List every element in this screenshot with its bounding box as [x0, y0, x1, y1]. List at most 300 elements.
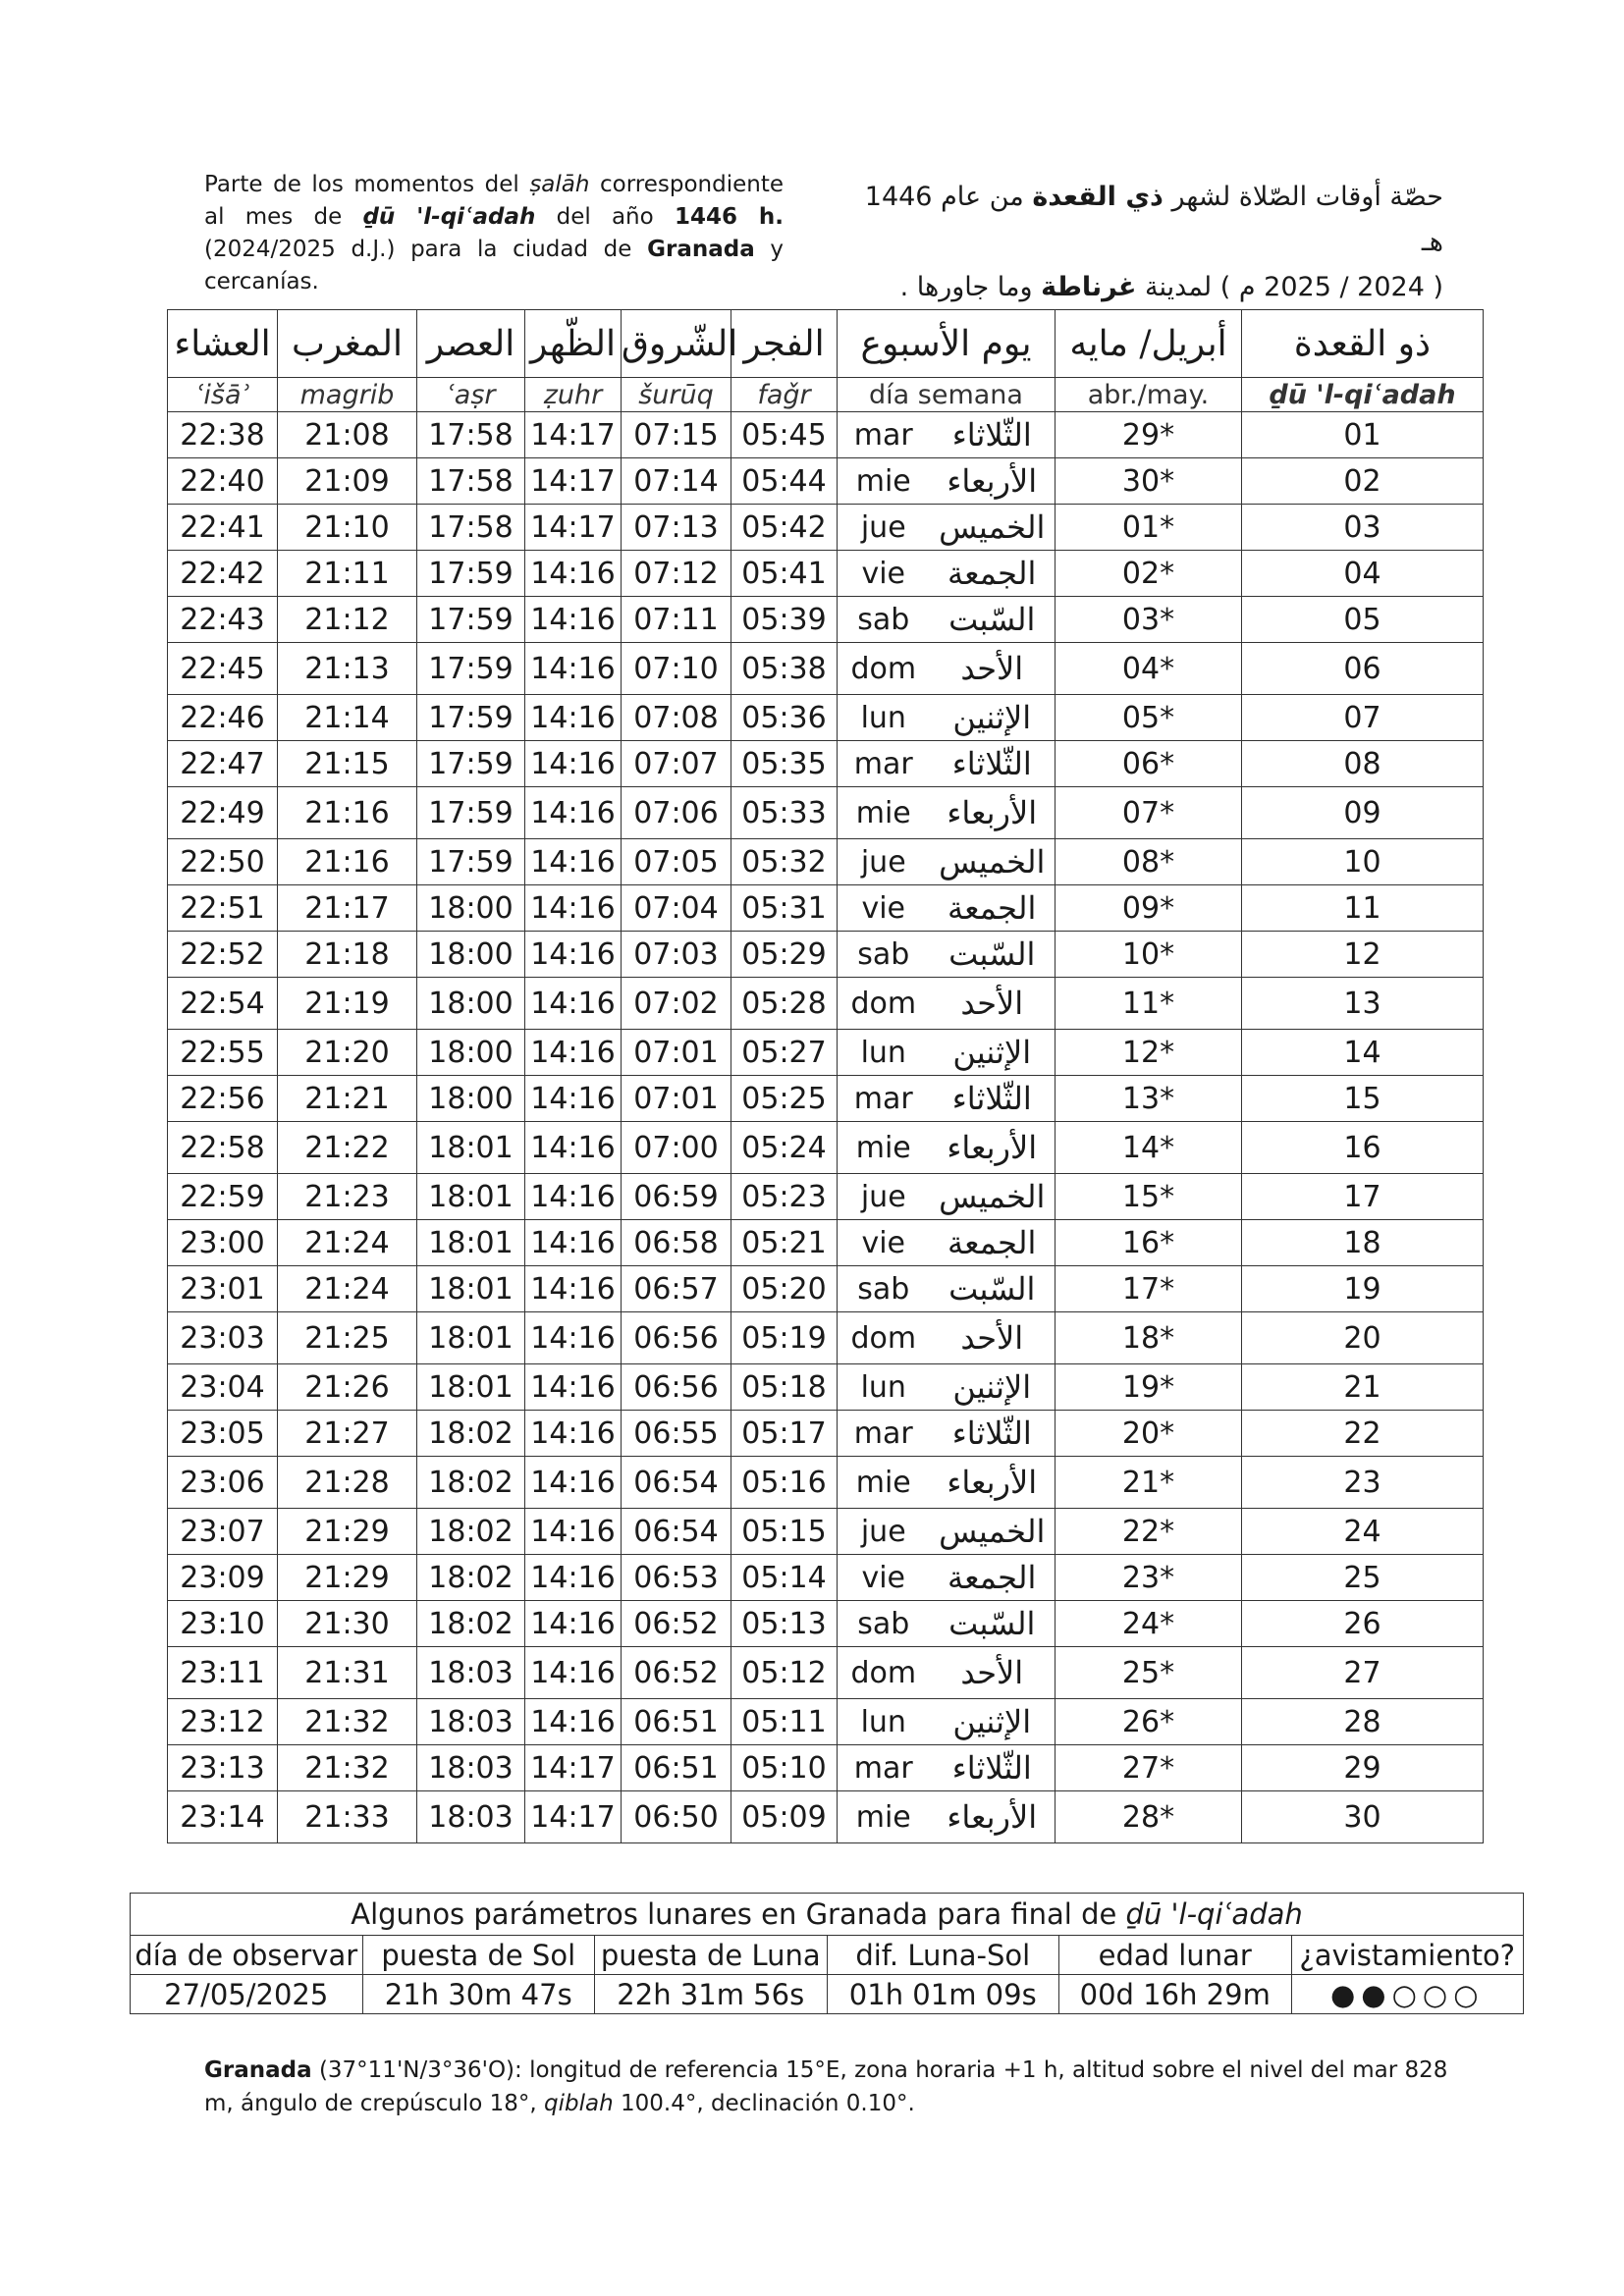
weekday-ar: الثّلاثاء [930, 1076, 1056, 1122]
asr-time: 18:01 [417, 1312, 525, 1364]
weekday-ar: الأربعاء [930, 1122, 1056, 1174]
weekday: vie [838, 551, 930, 597]
header-hijri-ar: ذو القعدة [1242, 310, 1484, 378]
table-row [168, 885, 1484, 932]
weekday: vie [838, 885, 930, 932]
table-row [168, 643, 1484, 695]
fajr-time: 05:24 [731, 1122, 838, 1174]
dhuhr-time: 14:17 [525, 505, 622, 551]
weekday: mar [838, 741, 930, 787]
intro-text: y cercanías. [204, 237, 784, 294]
maghrib-time: 21:13 [278, 643, 417, 695]
maghrib-time: 21:08 [278, 412, 417, 458]
weekday: dom [838, 978, 930, 1030]
fajr-time: 05:13 [731, 1601, 838, 1647]
asr-time: 17:58 [417, 458, 525, 505]
hijri-day: 02 [1242, 458, 1484, 505]
asr-time: 17:59 [417, 787, 525, 839]
shuruq-time: 06:51 [622, 1699, 731, 1745]
maghrib-time: 21:09 [278, 458, 417, 505]
weekday-ar: الثّلاثاء [930, 412, 1056, 458]
maghrib-time: 21:30 [278, 1601, 417, 1647]
weekday-ar: الإثنين [930, 1699, 1056, 1745]
asr-time: 18:01 [417, 1220, 525, 1266]
table-row [168, 1312, 1484, 1364]
isha-time: 23:14 [168, 1791, 278, 1843]
table-row [168, 932, 1484, 978]
fajr-time: 05:25 [731, 1076, 838, 1122]
fajr-time: 05:44 [731, 458, 838, 505]
hijri-day: 23 [1242, 1457, 1484, 1509]
isha-time: 22:49 [168, 787, 278, 839]
table-row [168, 741, 1484, 787]
weekday-ar: الثّلاثاء [930, 1745, 1056, 1791]
hijri-day: 11 [1242, 885, 1484, 932]
month-name: ḏū 'l-qiʿadah [362, 204, 536, 230]
dhuhr-time: 14:16 [525, 1266, 622, 1312]
asr-time: 18:02 [417, 1555, 525, 1601]
gregorian-day: 24* [1056, 1601, 1242, 1647]
shuruq-time: 07:08 [622, 695, 731, 741]
hijri-day: 19 [1242, 1266, 1484, 1312]
dhuhr-time: 14:16 [525, 643, 622, 695]
intro-text: correspondiente al mes de [204, 172, 784, 230]
asr-time: 17:59 [417, 643, 525, 695]
maghrib-time: 21:29 [278, 1509, 417, 1555]
dhuhr-time: 14:17 [525, 412, 622, 458]
isha-time: 22:52 [168, 932, 278, 978]
asr-time: 18:00 [417, 885, 525, 932]
isha-time: 22:54 [168, 978, 278, 1030]
weekday-ar: الخميس [930, 1509, 1056, 1555]
gregorian-day: 03* [1056, 597, 1242, 643]
asr-time: 18:01 [417, 1266, 525, 1312]
table-row [168, 1364, 1484, 1411]
table-row [168, 1030, 1484, 1076]
intro-text-ar: حصّة أوقات الصّلاة لشهر [1171, 182, 1443, 212]
weekday: sab [838, 1266, 930, 1312]
asr-time: 18:03 [417, 1745, 525, 1791]
header-row-transliteration [168, 378, 1484, 412]
weekday-ar: الخميس [930, 505, 1056, 551]
isha-time: 23:12 [168, 1699, 278, 1745]
header-shuruq: šurūq [622, 378, 731, 412]
hijri-day: 14 [1242, 1030, 1484, 1076]
fajr-time: 05:29 [731, 932, 838, 978]
gregorian-day: 13* [1056, 1076, 1242, 1122]
shuruq-time: 06:55 [622, 1411, 731, 1457]
asr-time: 18:00 [417, 932, 525, 978]
footnote-city: Granada [204, 2057, 312, 2083]
weekday-ar: السّبت [930, 597, 1056, 643]
table-row [168, 412, 1484, 458]
isha-time: 22:43 [168, 597, 278, 643]
fajr-time: 05:31 [731, 885, 838, 932]
location-footnote [204, 2054, 1471, 2120]
fajr-time: 05:23 [731, 1174, 838, 1220]
isha-time: 22:58 [168, 1122, 278, 1174]
maghrib-time: 21:21 [278, 1076, 417, 1122]
maghrib-time: 21:18 [278, 932, 417, 978]
shuruq-time: 07:01 [622, 1030, 731, 1076]
asr-time: 18:01 [417, 1174, 525, 1220]
shuruq-time: 07:05 [622, 839, 731, 885]
gregorian-day: 12* [1056, 1030, 1242, 1076]
isha-time: 22:45 [168, 643, 278, 695]
gregorian-day: 26* [1056, 1699, 1242, 1745]
maghrib-time: 21:17 [278, 885, 417, 932]
maghrib-time: 21:32 [278, 1699, 417, 1745]
weekday: mie [838, 1122, 930, 1174]
header-dhuhr: ẓuhr [525, 378, 622, 412]
asr-time: 17:59 [417, 597, 525, 643]
weekday-ar: الإثنين [930, 1364, 1056, 1411]
table-row [168, 787, 1484, 839]
weekday-ar: الثّلاثاء [930, 741, 1056, 787]
asr-time: 18:01 [417, 1122, 525, 1174]
dhuhr-time: 14:16 [525, 1411, 622, 1457]
shuruq-time: 06:57 [622, 1266, 731, 1312]
table-row [168, 1076, 1484, 1122]
weekday-ar: الجمعة [930, 551, 1056, 597]
lunar-month: ḏū 'l-qiʿadah [1125, 1897, 1303, 1931]
hijri-day: 13 [1242, 978, 1484, 1030]
weekday: jue [838, 1509, 930, 1555]
gregorian-day: 14* [1056, 1122, 1242, 1174]
gregorian-day: 17* [1056, 1266, 1242, 1312]
intro-text-ar: وما جاورها . [899, 272, 1033, 302]
shuruq-time: 06:52 [622, 1647, 731, 1699]
intro-text: del año [556, 204, 654, 230]
hijri-day: 17 [1242, 1174, 1484, 1220]
gregorian-day: 02* [1056, 551, 1242, 597]
lunar-age: 00d 16h 29m [1059, 1975, 1292, 2014]
asr-time: 17:58 [417, 505, 525, 551]
prayer-table-body [168, 412, 1484, 1843]
table-row [168, 1601, 1484, 1647]
dhuhr-time: 14:16 [525, 1364, 622, 1411]
city-name-ar: غرناطة [1041, 272, 1137, 302]
isha-time: 23:05 [168, 1411, 278, 1457]
isha-time: 23:07 [168, 1509, 278, 1555]
weekday: sab [838, 932, 930, 978]
hijri-day: 09 [1242, 787, 1484, 839]
table-row [168, 505, 1484, 551]
footnote-text: 100.4°, declinación 0.10°. [620, 2091, 915, 2116]
shuruq-time: 06:51 [622, 1745, 731, 1791]
isha-time: 22:46 [168, 695, 278, 741]
isha-time: 23:10 [168, 1601, 278, 1647]
asr-time: 18:02 [417, 1457, 525, 1509]
isha-time: 23:03 [168, 1312, 278, 1364]
maghrib-time: 21:32 [278, 1745, 417, 1791]
isha-time: 22:38 [168, 412, 278, 458]
header-asr: ʿaṣr [417, 378, 525, 412]
header-dhuhr-ar: الظّهر [525, 310, 622, 378]
lunar-header-cell: día de observar [131, 1936, 363, 1975]
table-row [168, 695, 1484, 741]
shuruq-time: 06:59 [622, 1174, 731, 1220]
dhuhr-time: 14:16 [525, 839, 622, 885]
gregorian-day: 16* [1056, 1220, 1242, 1266]
gregorian-day: 08* [1056, 839, 1242, 885]
fajr-time: 05:17 [731, 1411, 838, 1457]
intro-text-ar: ( 2024 / 2025 م ) لمدينة [1145, 272, 1443, 302]
weekday: mie [838, 787, 930, 839]
isha-time: 23:09 [168, 1555, 278, 1601]
gregorian-day: 18* [1056, 1312, 1242, 1364]
fajr-time: 05:41 [731, 551, 838, 597]
isha-time: 22:40 [168, 458, 278, 505]
hijri-day: 04 [1242, 551, 1484, 597]
city-name: Granada [647, 237, 755, 262]
shuruq-time: 06:53 [622, 1555, 731, 1601]
weekday: jue [838, 1174, 930, 1220]
shuruq-time: 06:56 [622, 1312, 731, 1364]
gregorian-day: 27* [1056, 1745, 1242, 1791]
weekday: lun [838, 1030, 930, 1076]
lunar-parameters-table [130, 1893, 1524, 2014]
hijri-day: 15 [1242, 1076, 1484, 1122]
table-row [168, 1509, 1484, 1555]
isha-time: 23:04 [168, 1364, 278, 1411]
asr-time: 18:00 [417, 1030, 525, 1076]
isha-time: 22:59 [168, 1174, 278, 1220]
asr-time: 18:03 [417, 1699, 525, 1745]
asr-time: 18:03 [417, 1791, 525, 1843]
shuruq-time: 07:13 [622, 505, 731, 551]
dhuhr-time: 14:16 [525, 885, 622, 932]
fajr-time: 05:38 [731, 643, 838, 695]
sighting-indicator: ●●○○○ [1291, 1975, 1524, 2014]
gregorian-day: 11* [1056, 978, 1242, 1030]
shuruq-time: 06:52 [622, 1601, 731, 1647]
dhuhr-time: 14:17 [525, 1791, 622, 1843]
weekday: lun [838, 1364, 930, 1411]
gregorian-day: 25* [1056, 1647, 1242, 1699]
weekday: sab [838, 597, 930, 643]
month-name-ar: ذي القعدة [1032, 182, 1164, 212]
weekday: mie [838, 1791, 930, 1843]
header-gregorian-ar: أبريل/ مايه [1056, 310, 1242, 378]
gregorian-day: 30* [1056, 458, 1242, 505]
isha-time: 23:06 [168, 1457, 278, 1509]
dhuhr-time: 14:16 [525, 1647, 622, 1699]
fajr-time: 05:32 [731, 839, 838, 885]
prayer-times-table [167, 309, 1484, 1843]
shuruq-time: 06:58 [622, 1220, 731, 1266]
fajr-time: 05:28 [731, 978, 838, 1030]
isha-time: 22:47 [168, 741, 278, 787]
shuruq-time: 07:14 [622, 458, 731, 505]
dhuhr-time: 14:16 [525, 551, 622, 597]
weekday-ar: الأحد [930, 1312, 1056, 1364]
asr-time: 17:58 [417, 412, 525, 458]
lunar-value-row [131, 1975, 1524, 2014]
shuruq-time: 07:03 [622, 932, 731, 978]
dhuhr-time: 14:16 [525, 1457, 622, 1509]
gregorian-day: 05* [1056, 695, 1242, 741]
weekday-ar: الأحد [930, 643, 1056, 695]
fajr-time: 05:20 [731, 1266, 838, 1312]
lunar-header-row [131, 1936, 1524, 1975]
fajr-time: 05:19 [731, 1312, 838, 1364]
isha-time: 23:01 [168, 1266, 278, 1312]
weekday: mie [838, 1457, 930, 1509]
fajr-time: 05:45 [731, 412, 838, 458]
lunar-caption-text: para final de [937, 1897, 1117, 1931]
lunar-header-cell: puesta de Sol [362, 1936, 595, 1975]
intro-spanish [204, 169, 784, 298]
weekday-ar: الجمعة [930, 1220, 1056, 1266]
shuruq-time: 07:02 [622, 978, 731, 1030]
maghrib-time: 21:33 [278, 1791, 417, 1843]
qiblah-term: qiblah [544, 2091, 614, 2116]
shuruq-time: 07:15 [622, 412, 731, 458]
fajr-time: 05:21 [731, 1220, 838, 1266]
maghrib-time: 21:11 [278, 551, 417, 597]
header-fajr: faǧr [731, 378, 838, 412]
weekday-ar: الأحد [930, 978, 1056, 1030]
lunar-header-cell: puesta de Luna [595, 1936, 828, 1975]
weekday: dom [838, 1312, 930, 1364]
maghrib-time: 21:25 [278, 1312, 417, 1364]
dhuhr-time: 14:16 [525, 597, 622, 643]
weekday: jue [838, 839, 930, 885]
hijri-year: 1446 h. [674, 204, 785, 230]
shuruq-time: 07:11 [622, 597, 731, 643]
gregorian-day: 01* [1056, 505, 1242, 551]
maghrib-time: 21:29 [278, 1555, 417, 1601]
asr-time: 18:00 [417, 1076, 525, 1122]
hijri-day: 24 [1242, 1509, 1484, 1555]
intro-text: Parte de los momentos del [204, 172, 519, 197]
maghrib-time: 21:14 [278, 695, 417, 741]
dhuhr-time: 14:16 [525, 1601, 622, 1647]
intro-text: (2024/2025 d.J.) para la ciudad de [204, 237, 632, 262]
fajr-time: 05:39 [731, 597, 838, 643]
gregorian-day: 19* [1056, 1364, 1242, 1411]
weekday: dom [838, 1647, 930, 1699]
hijri-day: 08 [1242, 741, 1484, 787]
lunar-header-cell: ¿avistamiento? [1291, 1936, 1524, 1975]
dhuhr-time: 14:16 [525, 695, 622, 741]
hijri-day: 26 [1242, 1601, 1484, 1647]
dhuhr-time: 14:16 [525, 1312, 622, 1364]
dhuhr-time: 14:16 [525, 932, 622, 978]
asr-time: 18:02 [417, 1509, 525, 1555]
dhuhr-time: 14:16 [525, 741, 622, 787]
maghrib-time: 21:16 [278, 839, 417, 885]
hijri-day: 25 [1242, 1555, 1484, 1601]
weekday-ar: الجمعة [930, 1555, 1056, 1601]
moon-sun-difference: 01h 01m 09s [827, 1975, 1059, 2014]
fajr-time: 05:33 [731, 787, 838, 839]
asr-time: 18:03 [417, 1647, 525, 1699]
intro-arabic [854, 175, 1443, 310]
hijri-day: 10 [1242, 839, 1484, 885]
hijri-day: 03 [1242, 505, 1484, 551]
header-maghrib: magrib [278, 378, 417, 412]
table-row [168, 1699, 1484, 1745]
table-row [168, 1457, 1484, 1509]
weekday-ar: السّبت [930, 932, 1056, 978]
hijri-day: 22 [1242, 1411, 1484, 1457]
isha-time: 22:51 [168, 885, 278, 932]
gregorian-day: 23* [1056, 1555, 1242, 1601]
observation-date: 27/05/2025 [131, 1975, 363, 2014]
fajr-time: 05:36 [731, 695, 838, 741]
maghrib-time: 21:24 [278, 1266, 417, 1312]
isha-time: 23:13 [168, 1745, 278, 1791]
header-weekday: día semana [838, 378, 1056, 412]
hijri-day: 18 [1242, 1220, 1484, 1266]
header-weekday-ar: يوم الأسبوع [838, 310, 1056, 378]
maghrib-time: 21:26 [278, 1364, 417, 1411]
weekday-ar: الثّلاثاء [930, 1411, 1056, 1457]
dhuhr-time: 14:16 [525, 1220, 622, 1266]
table-row [168, 839, 1484, 885]
dhuhr-time: 14:16 [525, 1174, 622, 1220]
weekday-ar: الأربعاء [930, 1791, 1056, 1843]
header-shuruq-ar: الشّروق [622, 310, 731, 378]
fajr-time: 05:12 [731, 1647, 838, 1699]
isha-time: 22:50 [168, 839, 278, 885]
gregorian-day: 22* [1056, 1509, 1242, 1555]
table-row [168, 1647, 1484, 1699]
maghrib-time: 21:22 [278, 1122, 417, 1174]
dhuhr-time: 14:16 [525, 1076, 622, 1122]
isha-time: 23:00 [168, 1220, 278, 1266]
weekday-ar: الجمعة [930, 885, 1056, 932]
lunar-city: Granada [805, 1897, 929, 1931]
maghrib-time: 21:20 [278, 1030, 417, 1076]
fajr-time: 05:15 [731, 1509, 838, 1555]
table-row [168, 1220, 1484, 1266]
gregorian-day: 09* [1056, 885, 1242, 932]
table-row [168, 1174, 1484, 1220]
intro-text-ar: من عام 1446 هـ [864, 182, 1443, 257]
maghrib-time: 21:19 [278, 978, 417, 1030]
shuruq-time: 07:04 [622, 885, 731, 932]
weekday: lun [838, 1699, 930, 1745]
maghrib-time: 21:23 [278, 1174, 417, 1220]
hijri-day: 16 [1242, 1122, 1484, 1174]
fajr-time: 05:16 [731, 1457, 838, 1509]
gregorian-day: 06* [1056, 741, 1242, 787]
weekday: lun [838, 695, 930, 741]
weekday-ar: الأربعاء [930, 1457, 1056, 1509]
lunar-caption [131, 1894, 1524, 1936]
maghrib-time: 21:10 [278, 505, 417, 551]
shuruq-time: 06:54 [622, 1509, 731, 1555]
dhuhr-time: 14:16 [525, 1555, 622, 1601]
table-row [168, 1266, 1484, 1312]
weekday-ar: الخميس [930, 1174, 1056, 1220]
weekday: jue [838, 505, 930, 551]
maghrib-time: 21:28 [278, 1457, 417, 1509]
dhuhr-time: 14:16 [525, 1699, 622, 1745]
weekday: mar [838, 1411, 930, 1457]
maghrib-time: 21:12 [278, 597, 417, 643]
weekday-ar: السّبت [930, 1266, 1056, 1312]
fajr-time: 05:42 [731, 505, 838, 551]
gregorian-day: 20* [1056, 1411, 1242, 1457]
weekday: vie [838, 1220, 930, 1266]
asr-time: 18:02 [417, 1411, 525, 1457]
dhuhr-time: 14:16 [525, 1122, 622, 1174]
fajr-time: 05:11 [731, 1699, 838, 1745]
